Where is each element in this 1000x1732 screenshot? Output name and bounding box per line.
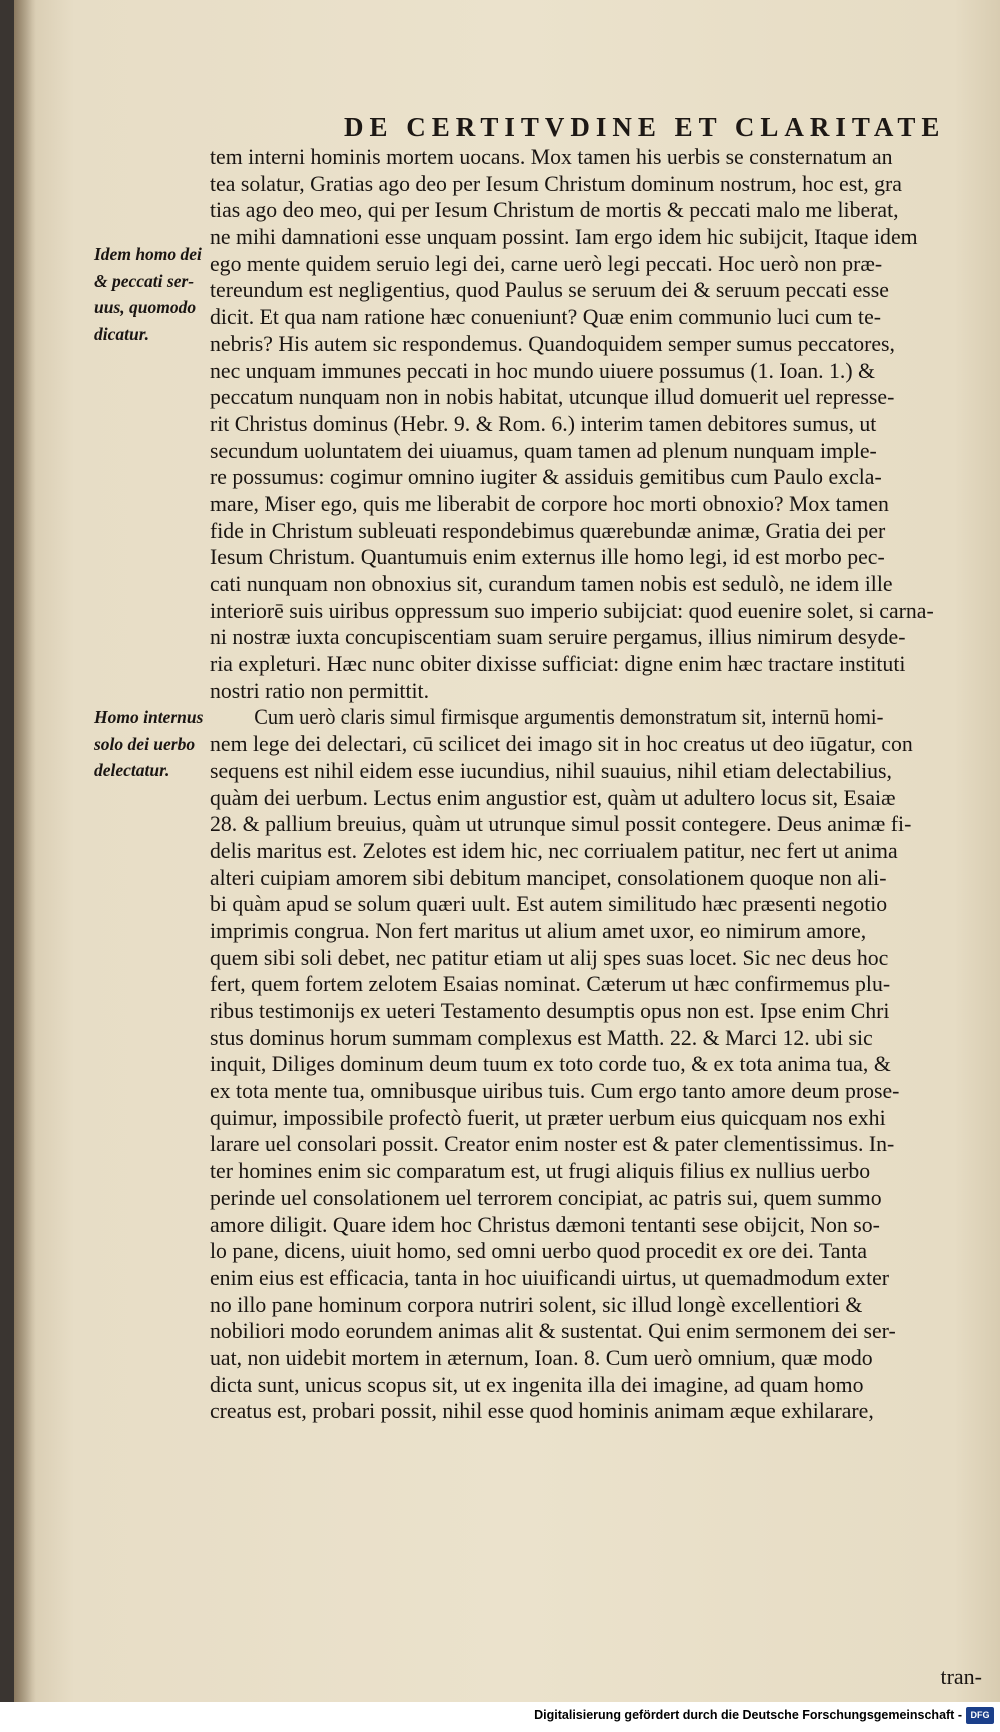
text-line: ni nostræ iuxta concupiscentiam suam seruire pergamus, illius nimirum desyde- xyxy=(210,624,906,650)
dfg-logo: DFG xyxy=(966,1707,994,1724)
main-text-block xyxy=(210,144,1000,1425)
text-line: tias ago deo meo, qui per Iesum Christum de mortis & peccati malo me liberat, xyxy=(210,197,899,223)
text-line: ne mihi damnationi esse unquam possint. Iam ergo idem hic subijcit, Itaque idem xyxy=(210,224,918,250)
text-line: amore diligit. Quare idem hoc Christus dæmoni tentanti sese obijcit, Non so- xyxy=(210,1211,880,1237)
text-line: inquit, Diliges dominum deum tuum ex toto corde tuo, & ex tota anima tua, & xyxy=(210,1051,891,1077)
text-line: uat, non uidebit mortem in æternum, Ioan. 8. Cum uerò omnium, quæ modo xyxy=(210,1344,873,1370)
text-line: ego mente quidem seruio legi dei, carne uerò legi peccati. Hoc uerò non præ- xyxy=(210,250,883,276)
text-line: creatus est, probari possit, nihil esse quod hominis animam æque exhilarare, xyxy=(210,1398,874,1424)
digitization-credit: Digitalisierung gefördert durch die Deutsche Forschungsgemeinschaft - xyxy=(534,1708,962,1722)
text-line: quàm dei uerbum. Lectus enim angustior est, quàm ut adultero locus sit, Esaiæ xyxy=(210,784,896,810)
text-line: enim eius est efficacia, tanta in hoc uiuificandi uirtus, ut quemadmodum exter xyxy=(210,1264,890,1290)
text-line: interiorē suis uiribus oppressum suo imperio subijciat: quod euenire solet, si carna- xyxy=(210,597,934,623)
text-line: dicta sunt, unicus scopus sit, ut ex ingenita illa dei imagine, ad quam homo xyxy=(210,1371,864,1397)
text-line: no illo pane hominum corpora nutriri solent, sic illud longè excellentiori & xyxy=(210,1291,863,1317)
text-line: Iesum Christum. Quantumuis enim externus ille homo legi, id est morbo pec- xyxy=(210,544,885,570)
spine-shadow xyxy=(14,0,36,1702)
text-line: ter homines enim sic comparatum est, ut frugi aliquis filius ex nullius uerbo xyxy=(210,1158,871,1184)
text-line: delis maritus est. Zelotes est idem hic, nec corriualem patitur, nec fert ut anima xyxy=(210,837,898,863)
marginal-note-2 xyxy=(94,704,212,784)
book-page xyxy=(14,0,1000,1702)
text-line: fide in Christum subleuati respondebimus quærebundæ animæ, Gratia dei per xyxy=(210,517,886,543)
text-line: re possumus: cogimur omnino iugiter & assiduis gemitibus cum Paulo excla- xyxy=(210,464,882,490)
text-line: bi quàm apud se solum quæri uult. Est autem similitudo hæc præsenti negotio xyxy=(210,891,888,917)
text-line: ribus testimonijs ex ueteri Testamento desumptis opus non est. Ipse enim Chri xyxy=(210,998,890,1023)
running-title: DE CERTITVDINE ET CLARITATE xyxy=(344,112,946,142)
text-line: stus dominus horum summam complexus est Matth. 22. & Marci 12. ubi sic xyxy=(210,1024,873,1050)
text-line: tereundum est negligentius, quod Paulus se seruum dei & seruum peccati esse xyxy=(210,277,889,303)
text-line: fert, quem fortem zelotem Esaias nominat. Cæterum ut hæc confirmemus plu- xyxy=(210,971,891,997)
text-line: 28. & pallium breuius, quàm ut utrunque simul possit contegere. Deus animæ fi- xyxy=(210,811,912,837)
text-line: rit Christus dominus (Hebr. 9. & Rom. 6.) interim tamen debitores sumus, ut xyxy=(210,410,877,436)
marginal-note-1 xyxy=(94,241,212,348)
text-line: nobiliori modo eorundem animas alit & sustentat. Qui enim sermonem dei ser- xyxy=(210,1318,896,1344)
text-line: Cum uerò claris simul firmisque argumentis demonstratum sit, internū homi- xyxy=(254,704,884,730)
marginal-note-line: solo dei uerbo xyxy=(94,733,196,754)
text-line: larare uel consolari possit. Creator enim noster est & pater clementissimus. In- xyxy=(210,1131,895,1157)
text-line: ex tota mente tua, omnibusque uiribus tuis. Cum ergo tanto amore deum prose- xyxy=(210,1078,900,1104)
marginal-note-line: & peccati ser- xyxy=(94,270,195,291)
text-line: nec unquam immunes peccati in hoc mundo uiuere possumus (1. Ioan. 1.) & xyxy=(210,357,875,383)
text-line: quem sibi soli debet, nec patitur etiam ut alij spes suas locet. Sic nec deus hoc xyxy=(210,944,889,970)
text-line: sequens est nihil eidem esse iucundius, nihil suauius, nihil etiam delectabilius, xyxy=(210,757,892,783)
text-line: tea solatur, Gratias ago deo per Iesum Christum dominum nostrum, hoc est, gra xyxy=(210,170,902,196)
text-line: nem lege dei delectari, cū scilicet dei imago sit in hoc creatus ut deo iūgatur, con xyxy=(210,731,913,757)
marginal-note-line: delectatur. xyxy=(94,760,170,781)
text-line: peccatum nunquam non in nobis habitat, utcunque illud domuerit uel represse- xyxy=(210,384,895,410)
text-line: cati nunquam non obnoxius sit, curandum tamen nobis est sedulò, ne idem ille xyxy=(210,571,893,596)
text-line: lo pane, dicens, uiuit homo, sed omni uerbo quod procedit ex ore dei. Tanta xyxy=(210,1238,868,1264)
text-line: secundum uoluntatem dei uiuamus, quam tamen ad plenum nunquam imple- xyxy=(210,437,877,463)
catchword: tran- xyxy=(940,1664,982,1689)
footer-bar xyxy=(0,1702,1000,1732)
text-line: ria expleturi. Hæc nunc obiter dixisse sufficiat: digne enim hæc tractare instituti xyxy=(210,651,906,677)
text-line: perinde uel consolationem uel terrorem concipiat, ac patris sui, quem summo xyxy=(210,1184,882,1210)
text-line: imprimis congrua. Non fert maritus ut alium amet uxor, eo nimirum amore, xyxy=(210,917,867,943)
text-line: tem interni hominis mortem uocans. Mox tamen his uerbis se consternatum an xyxy=(210,144,893,169)
text-line: dicit. Et qua nam ratione hæc conueniunt? Quæ enim communio luci cum te- xyxy=(210,304,882,330)
marginal-note-line: Idem homo dei xyxy=(94,244,202,264)
marginal-note-line: Homo internus xyxy=(94,707,204,727)
text-line: quimur, impossibile profectò fuerit, ut præter uerbum eius quicquam nos exhi xyxy=(210,1104,886,1130)
text-line: alteri cuipiam amorem sibi debitum mancipet, consolationem quoque non ali- xyxy=(210,864,887,890)
text-line: nebris? His autem sic respondemus. Quandoquidem semper sumus peccatores, xyxy=(210,330,895,356)
marginal-note-line: uus, quomodo xyxy=(94,297,197,318)
marginal-note-line: dicatur. xyxy=(94,324,149,345)
text-line: nostri ratio non permittit. xyxy=(210,677,430,703)
text-line: mare, Miser ego, quis me liberabit de corpore hoc morti obnoxio? Mox tamen xyxy=(210,490,889,516)
